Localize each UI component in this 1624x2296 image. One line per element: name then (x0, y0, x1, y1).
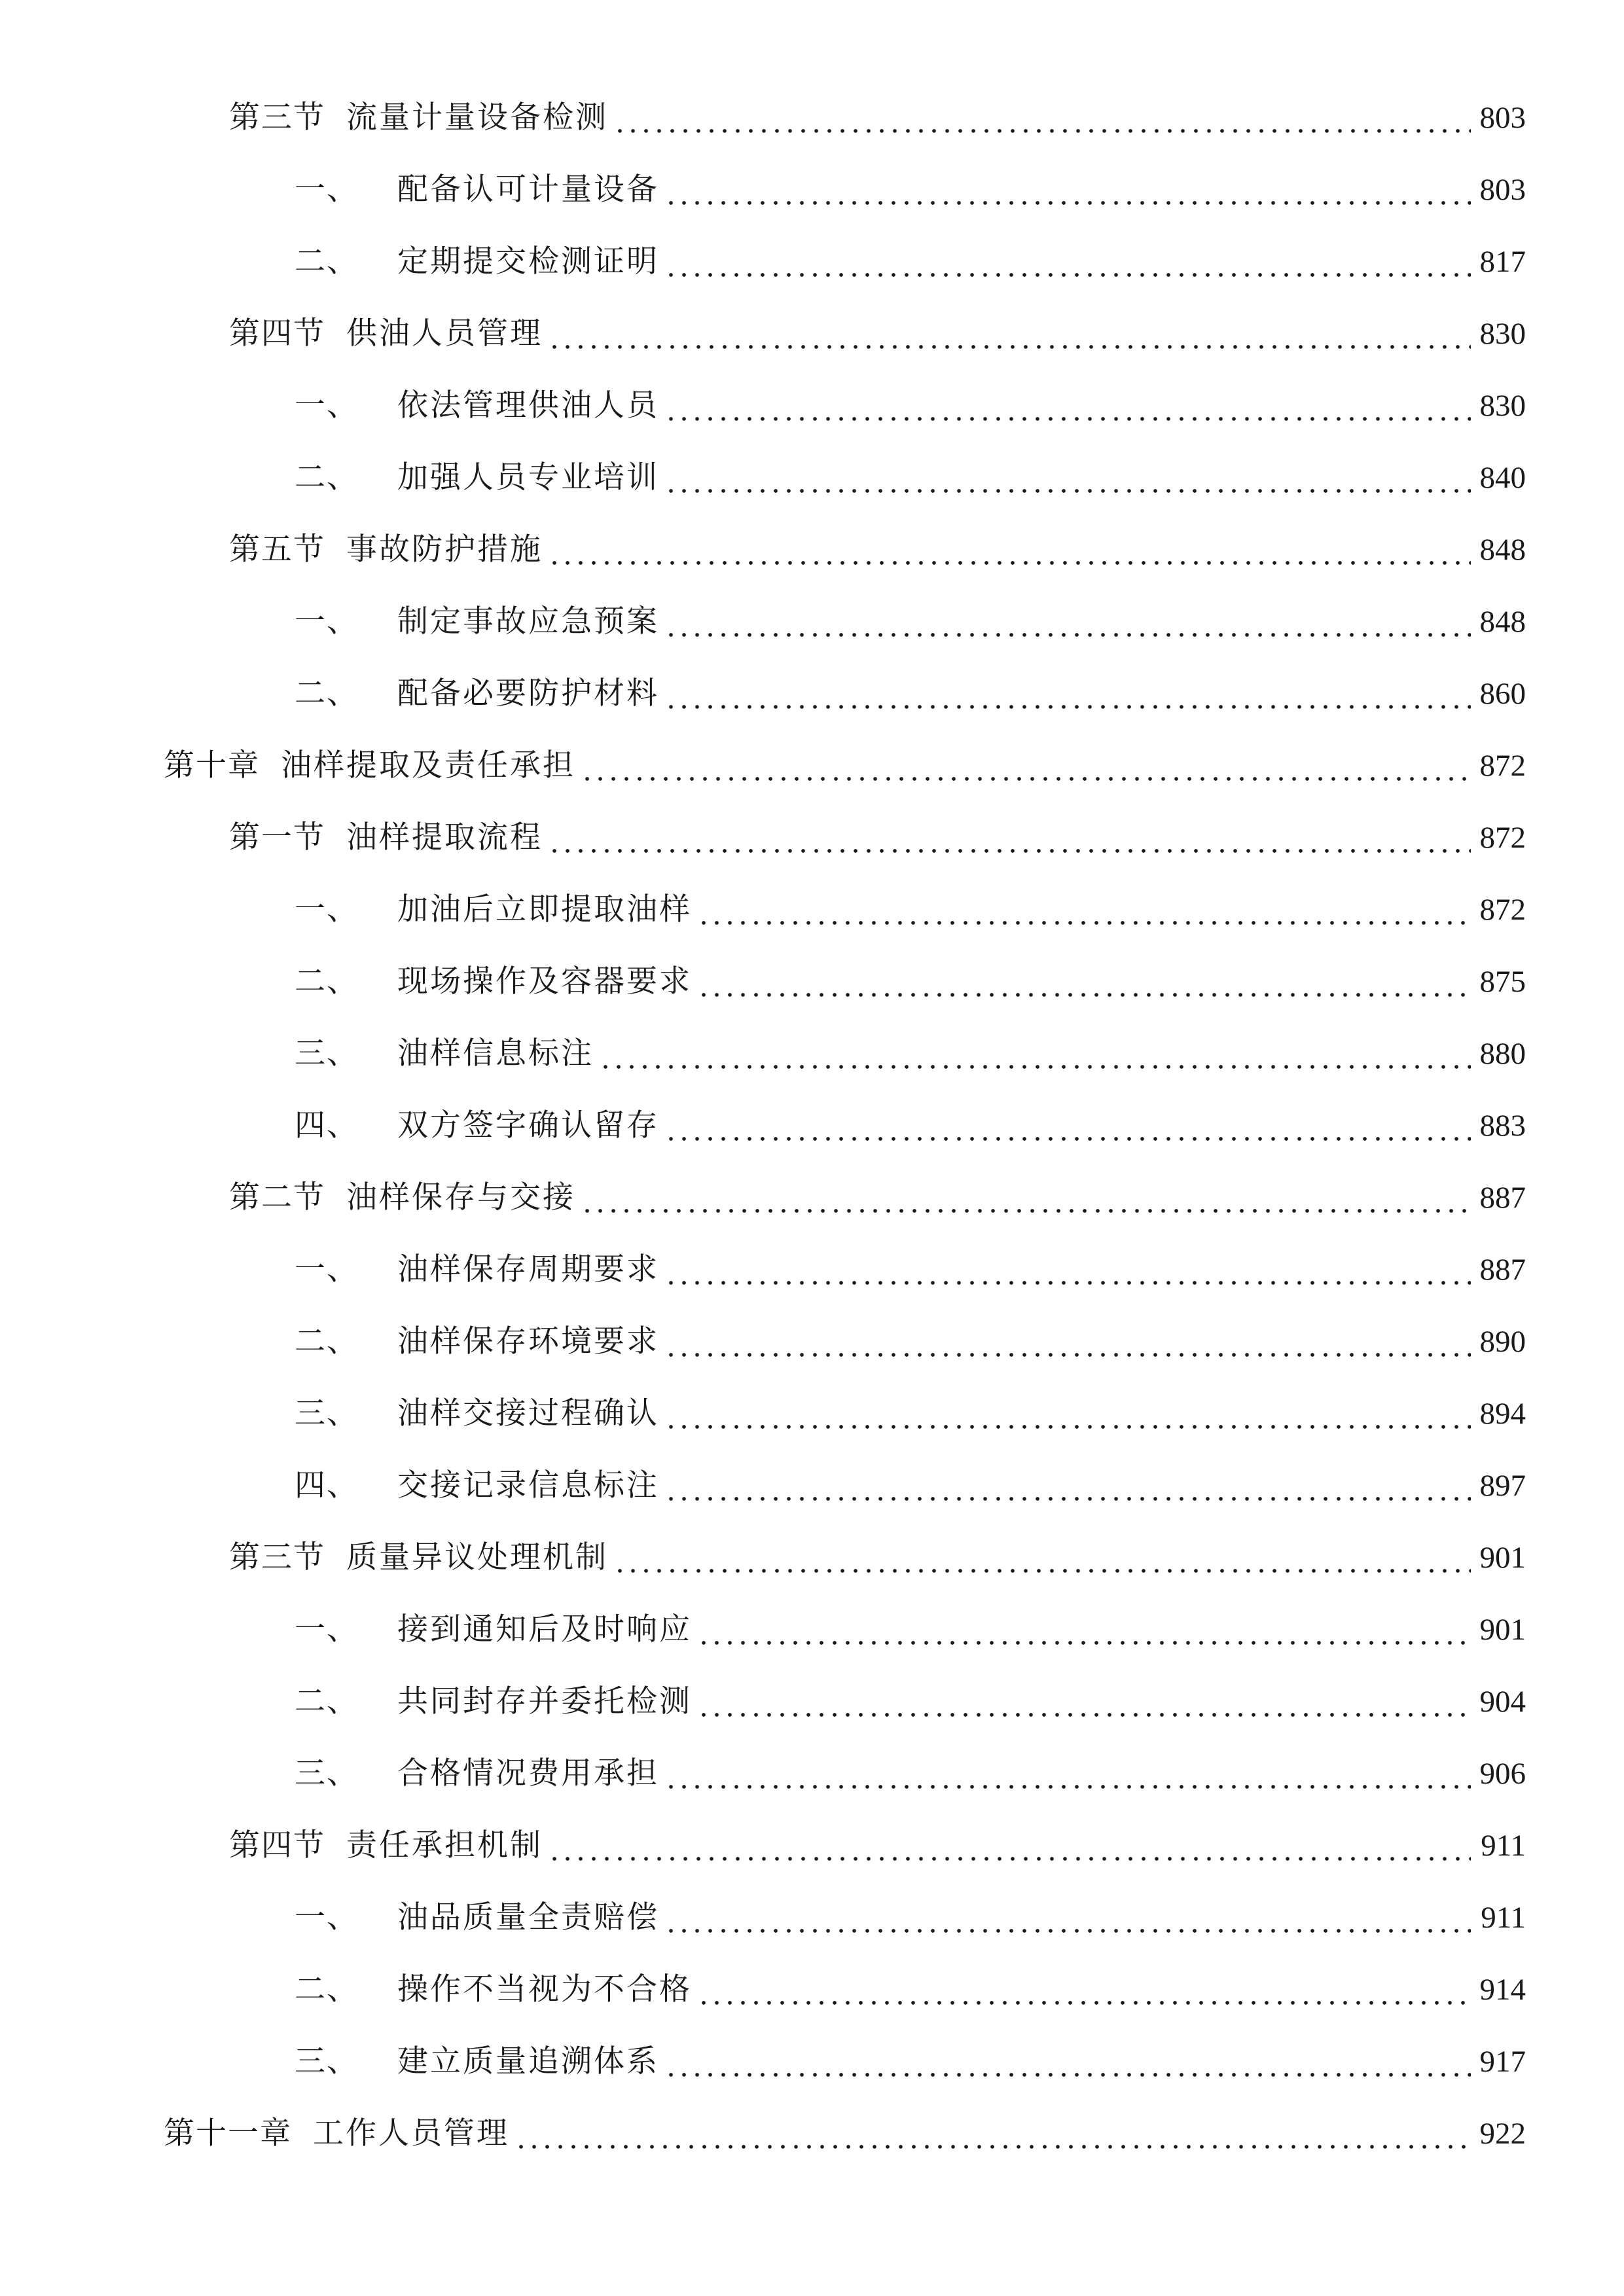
toc-entry-title: 油样保存周期要求 (397, 1251, 659, 1287)
toc-entry-number: 第四节 (229, 315, 325, 351)
toc-dot-leader (664, 1895, 1471, 1941)
toc-entry-title: 制定事故应急预案 (397, 603, 659, 639)
toc-entry-title: 建立质量追溯体系 (397, 2043, 659, 2079)
toc-entry-number: 三、 (295, 1395, 359, 1431)
toc-dot-leader (664, 1463, 1471, 1509)
toc-entry-page: 803 (1479, 101, 1526, 135)
toc-entry[interactable] (295, 167, 1526, 213)
toc-dot-leader (599, 1031, 1471, 1077)
toc-entry-page: 872 (1479, 893, 1526, 927)
toc-entry-page: 901 (1479, 1541, 1526, 1575)
toc-entry[interactable] (295, 455, 1526, 501)
toc-dot-leader (664, 239, 1471, 285)
toc-entry-title: 事故防护措施 (346, 531, 543, 567)
toc-entry[interactable] (229, 1823, 1526, 1869)
toc-dot-leader (664, 1751, 1471, 1797)
toc-entry[interactable] (295, 1751, 1526, 1797)
toc-entry-title: 定期提交检测证明 (397, 243, 659, 279)
toc-entry-title: 工作人员管理 (313, 2115, 509, 2151)
toc-entry[interactable] (229, 815, 1526, 861)
toc-entry[interactable] (295, 1391, 1526, 1437)
toc-entry-title: 油样提取流程 (346, 819, 543, 855)
toc-entry[interactable] (295, 1679, 1526, 1725)
toc-entry-title: 操作不当视为不合格 (397, 1971, 692, 2007)
toc-entry[interactable] (295, 887, 1526, 933)
toc-entry-title: 依法管理供油人员 (397, 387, 659, 423)
toc-entry-title: 配备必要防护材料 (397, 675, 659, 711)
toc-entry[interactable] (295, 671, 1526, 717)
toc-entry-page: 922 (1479, 2117, 1526, 2151)
toc-entry-number: 二、 (295, 459, 359, 495)
toc-entry[interactable] (229, 1175, 1526, 1221)
toc-entry[interactable] (295, 599, 1526, 645)
toc-entry-number: 四、 (295, 1107, 359, 1143)
toc-entry[interactable] (295, 1967, 1526, 2013)
toc-entry-title: 油样保存环境要求 (397, 1323, 659, 1359)
toc-dot-leader (664, 599, 1471, 645)
toc-entry-page: 883 (1479, 1109, 1526, 1143)
toc-entry-number: 二、 (295, 963, 359, 999)
toc-dot-leader (664, 671, 1471, 717)
toc-dot-leader (697, 1607, 1471, 1653)
toc-entry-number: 第五节 (229, 531, 325, 567)
toc-dot-leader (514, 2111, 1471, 2157)
toc-entry-page: 897 (1479, 1469, 1526, 1503)
toc-entry-page: 803 (1479, 173, 1526, 207)
toc-entry-number: 三、 (295, 2043, 359, 2079)
toc-entry-number: 第十章 (164, 747, 260, 783)
toc-entry-number: 一、 (295, 1251, 359, 1287)
toc-entry-page: 911 (1481, 1901, 1526, 1935)
toc-entry-title: 油样提取及责任承担 (281, 747, 575, 783)
toc-entry[interactable] (295, 1103, 1526, 1149)
toc-dot-leader (697, 959, 1471, 1005)
toc-entry-page: 830 (1479, 317, 1526, 351)
toc-entry-title: 油样保存与交接 (346, 1179, 575, 1215)
toc-entry-number: 四、 (295, 1467, 359, 1503)
toc-entry-page: 917 (1479, 2045, 1526, 2079)
toc-entry[interactable] (229, 95, 1526, 141)
toc-entry-page: 901 (1479, 1613, 1526, 1647)
toc-dot-leader (664, 1319, 1471, 1365)
toc-entry-number: 一、 (295, 891, 359, 927)
toc-entry[interactable] (295, 1319, 1526, 1365)
toc-entry-number: 一、 (295, 171, 359, 207)
toc-entry-page: 848 (1479, 605, 1526, 639)
toc-entry-page: 840 (1479, 461, 1526, 495)
toc-entry-page: 830 (1479, 389, 1526, 423)
toc-dot-leader (697, 1679, 1471, 1725)
toc-dot-leader (548, 1823, 1471, 1869)
toc-dot-leader (613, 95, 1471, 141)
toc-entry-number: 二、 (295, 1971, 359, 2007)
toc-entry-page: 890 (1479, 1325, 1526, 1359)
toc-entry[interactable] (295, 1895, 1526, 1941)
toc-dot-leader (664, 455, 1471, 501)
toc-entry-number: 三、 (295, 1035, 359, 1071)
toc-entry-page: 911 (1481, 1829, 1526, 1863)
toc-entry-number: 三、 (295, 1755, 359, 1791)
toc-entry-number: 第一节 (229, 819, 325, 855)
toc-entry-number: 第三节 (229, 99, 325, 135)
toc-dot-leader (664, 383, 1471, 429)
toc-entry-page: 875 (1479, 965, 1526, 999)
toc-entry-page: 894 (1479, 1397, 1526, 1431)
toc-entry[interactable] (295, 239, 1526, 285)
toc-entry-number: 一、 (295, 1611, 359, 1647)
toc-entry-page: 872 (1479, 821, 1526, 855)
toc-entry[interactable] (295, 1607, 1526, 1653)
toc-dot-leader (613, 1535, 1471, 1581)
toc-dot-leader (664, 2039, 1471, 2085)
toc-entry[interactable] (164, 2111, 1526, 2157)
toc-entry[interactable] (229, 527, 1526, 573)
toc-entry-title: 接到通知后及时响应 (397, 1611, 692, 1647)
toc-entry-title: 油样信息标注 (397, 1035, 594, 1071)
toc-entry[interactable] (229, 1535, 1526, 1581)
toc-entry-title: 质量异议处理机制 (346, 1539, 608, 1575)
toc-entry-number: 第三节 (229, 1539, 325, 1575)
toc-entry-number: 一、 (295, 387, 359, 423)
toc-entry-number: 二、 (295, 675, 359, 711)
toc-entry-title: 配备认可计量设备 (397, 171, 659, 207)
toc-entry-title: 油品质量全责赔偿 (397, 1899, 659, 1935)
toc-entry-page: 880 (1479, 1037, 1526, 1071)
toc-entry[interactable] (295, 2039, 1526, 2085)
toc-entry-title: 共同封存并委托检测 (397, 1683, 692, 1719)
toc-dot-leader (697, 887, 1471, 933)
toc-entry-page: 906 (1479, 1757, 1526, 1791)
toc-entry-title: 油样交接过程确认 (397, 1395, 659, 1431)
toc-entry-number: 二、 (295, 243, 359, 279)
toc-entry[interactable] (295, 1247, 1526, 1293)
toc-dot-leader (664, 1391, 1471, 1437)
toc-entry-number: 第四节 (229, 1827, 325, 1863)
toc-entry-number: 二、 (295, 1323, 359, 1359)
toc-entry-title: 供油人员管理 (346, 315, 543, 351)
toc-dot-leader (548, 311, 1471, 357)
toc-dot-leader (548, 815, 1471, 861)
toc-dot-leader (664, 1247, 1471, 1293)
toc-entry-title: 交接记录信息标注 (397, 1467, 659, 1503)
toc-dot-leader (664, 167, 1471, 213)
toc-entry-page: 914 (1479, 1973, 1526, 2007)
toc-entry-title: 合格情况费用承担 (397, 1755, 659, 1791)
toc-entry-title: 双方签字确认留存 (397, 1107, 659, 1143)
toc-entry-page: 887 (1479, 1181, 1526, 1215)
toc-entry-number: 一、 (295, 603, 359, 639)
toc-entry-page: 848 (1479, 533, 1526, 567)
toc-entry-page: 904 (1479, 1685, 1526, 1719)
toc-entry[interactable] (164, 743, 1526, 789)
toc-entry[interactable] (295, 959, 1526, 1005)
toc-entry-number: 二、 (295, 1683, 359, 1719)
toc-entry-number: 第十一章 (164, 2115, 292, 2151)
toc-dot-leader (697, 1967, 1471, 2013)
toc-entry-title: 流量计量设备检测 (346, 99, 608, 135)
toc-entry-title: 责任承担机制 (346, 1827, 543, 1863)
toc-dot-leader (581, 1175, 1471, 1221)
toc-entry[interactable] (295, 1031, 1526, 1077)
toc-entry[interactable] (229, 311, 1526, 357)
toc-dot-leader (581, 743, 1471, 789)
toc-entry-page: 817 (1479, 245, 1526, 279)
toc-entry-title: 加强人员专业培训 (397, 459, 659, 495)
toc-entry-page: 887 (1479, 1253, 1526, 1287)
toc-entry-page: 872 (1479, 749, 1526, 783)
toc-dot-leader (664, 1103, 1471, 1149)
toc-entry[interactable] (295, 383, 1526, 429)
toc-entry-title: 加油后立即提取油样 (397, 891, 692, 927)
toc-dot-leader (548, 527, 1471, 573)
toc-entry-title: 现场操作及容器要求 (397, 963, 692, 999)
toc-entry-number: 一、 (295, 1899, 359, 1935)
toc-entry-page: 860 (1479, 677, 1526, 711)
toc-entry-number: 第二节 (229, 1179, 325, 1215)
toc-entry[interactable] (295, 1463, 1526, 1509)
